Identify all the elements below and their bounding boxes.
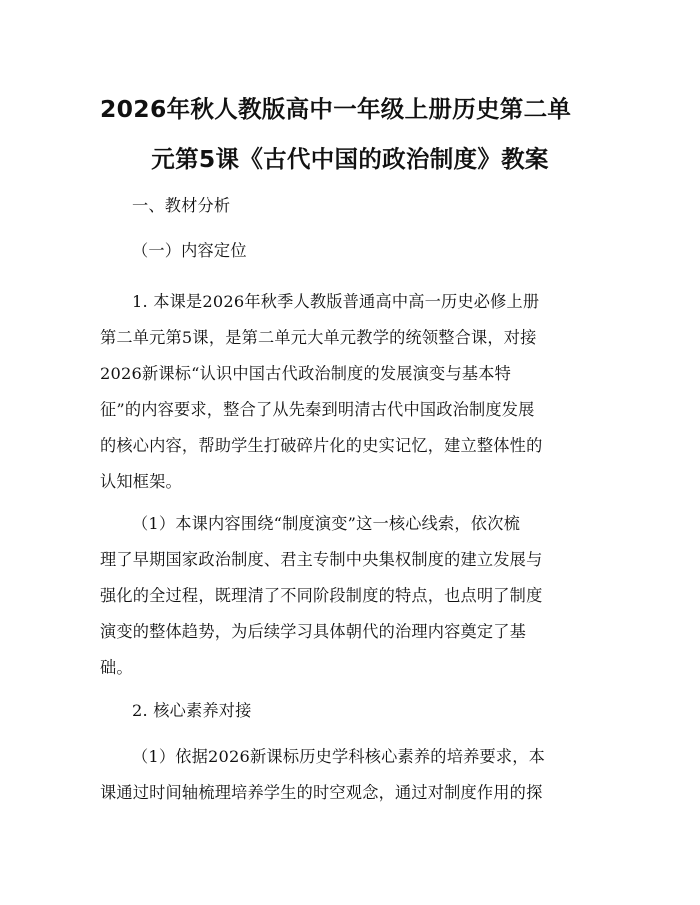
paragraph-core-literacy: [100, 739, 600, 811]
paragraph-line: （1）依据2026新课标历史学科核心素养的培养要求，本: [132, 747, 546, 766]
subsection-heading-1: （一）内容定位: [132, 241, 247, 260]
paragraph-content-positioning: [100, 284, 600, 500]
title-line-1: 2026年秋人教版高中一年级上册历史第二单: [100, 95, 572, 123]
paragraph-line: 1. 本课是2026年秋季人教版普通高中高一历史必修上册: [132, 292, 540, 311]
paragraph-line: 2026新课标“认识中国古代政治制度的发展演变与基本特: [100, 364, 511, 383]
paragraph-line: 的核心内容，帮助学生打破碎片化的史实记忆，建立整体性的: [100, 436, 543, 455]
paragraph-line: 强化的全过程，既理清了不同阶段制度的特点，也点明了制度: [100, 586, 543, 605]
section-heading-1: 一、教材分析: [132, 196, 231, 215]
paragraph-line: 础。: [100, 658, 133, 677]
paragraph-line: 第二单元第5课，是第二单元大单元教学的统领整合课，对接: [100, 328, 537, 347]
paragraph-line: 征”的内容要求，整合了从先秦到明清古代中国政治制度发展: [100, 400, 535, 419]
document-title: [100, 84, 600, 184]
paragraph-line: 演变的整体趋势，为后续学习具体朝代的治理内容奠定了基: [100, 622, 527, 641]
paragraph-line: （1）本课内容围绕“制度演变”这一核心线索，依次梳: [132, 514, 520, 533]
paragraph-line: 课通过时间轴梳理培养学生的时空观念，通过对制度作用的探: [100, 783, 543, 802]
paragraph-line: 理了早期国家政治制度、君主专制中央集权制度的建立发展与: [100, 550, 543, 569]
subsection-heading-2: 2. 核心素养对接: [132, 701, 252, 720]
paragraph-line: 认知框架。: [100, 472, 182, 491]
title-line-2: 元第5课《古代中国的政治制度》教案: [151, 145, 549, 173]
paragraph-content-sub1: [100, 506, 600, 686]
